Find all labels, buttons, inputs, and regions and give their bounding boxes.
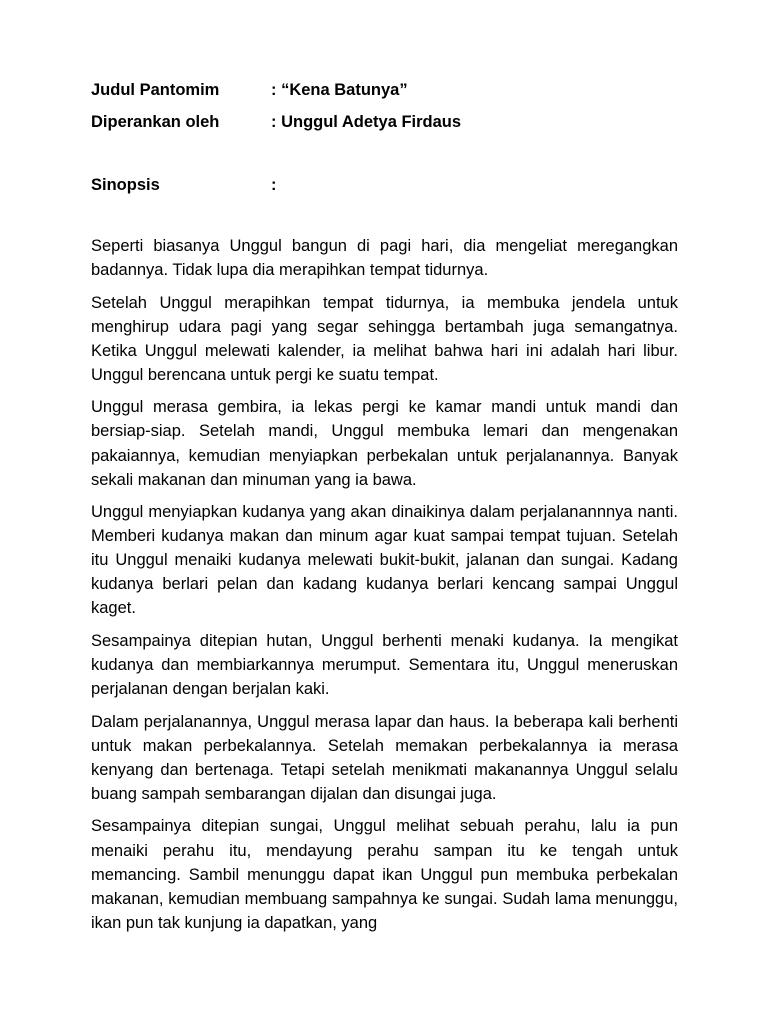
title-row [91,78,691,102]
paragraph: Unggul merasa gembira, ia lekas pergi ke kamar mandi untuk mandi dan bersiap-siap. Setelah mandi, Unggul membuka lemari dan mengenakan pakaiannya, kemudian menyiapkan perbekalan untuk perjalanannya. Banyak sekali makanan dan minuman yang ia bawa. [91,398,678,489]
paragraph: Seperti biasanya Unggul bangun di pagi hari, dia mengeliat meregangkan badannya. Tidak lupa dia merapihkan tempat tidurnya. [91,237,678,280]
cast-label: Diperankan oleh [91,113,220,131]
synopsis-label: Sinopsis [91,176,160,194]
synopsis-colon: : [271,176,277,194]
paragraph: Dalam perjalanannya, Unggul merasa lapar dan haus. Ia beberapa kali berhenti untuk makan perbekalannya. Setelah memakan perbekalannya ia merasa kenyang dan bertenaga. Tetapi setelah menikmati makanannya Unggul selalu buang sampah sembarangan dijalan dan disungai juga. [91,712,678,803]
paragraph: Unggul menyiapkan kudanya yang akan dinaikinya dalam perjalanannnya nanti. Memberi kudanya makan dan minum agar kuat sampai tempat tujuan. Setelah itu Unggul menaiki kudanya melewati bukit-bukit, jalanan dan sungai. Kadang kudanya berlari pelan dan kadang kudanya berlari kencang sampai Unggul kaget. [91,503,678,618]
paragraph: Sesampainya ditepian hutan, Unggul berhenti menaki kudanya. Ia mengikat kudanya dan membiarkannya merumput. Sementara itu, Unggul meneruskan perjalanan dengan berjalan kaki. [91,631,678,699]
title-label: Judul Pantomim [91,81,220,99]
title-value: : “Kena Batunya” [271,81,408,99]
paragraph: Sesampainya ditepian sungai, Unggul melihat sebuah perahu, lalu ia pun menaiki perahu itu, mendayung perahu sampan itu ke tengah untuk memancing. Sambil menunggu dapat ikan Unggul pun membuka perbekalan makanan, kemudian membuang sampahnya ke sungai. Sudah lama menunggu, ikan pun tak kunjung ia dapatkan, yang [91,817,678,932]
synopsis-body [91,234,678,935]
paragraph: Setelah Unggul merapihkan tempat tidurnya, ia membuka jendela untuk menghirup udara pagi yang segar sehingga bertambah juga semangatnya. Ketika Unggul melewati kalender, ia melihat bahwa hari ini adalah hari libur. Unggul berencana untuk pergi ke suatu tempat. [91,293,678,384]
cast-row [91,110,691,134]
synopsis-row [91,173,691,197]
cast-value: : Unggul Adetya Firdaus [271,113,462,131]
